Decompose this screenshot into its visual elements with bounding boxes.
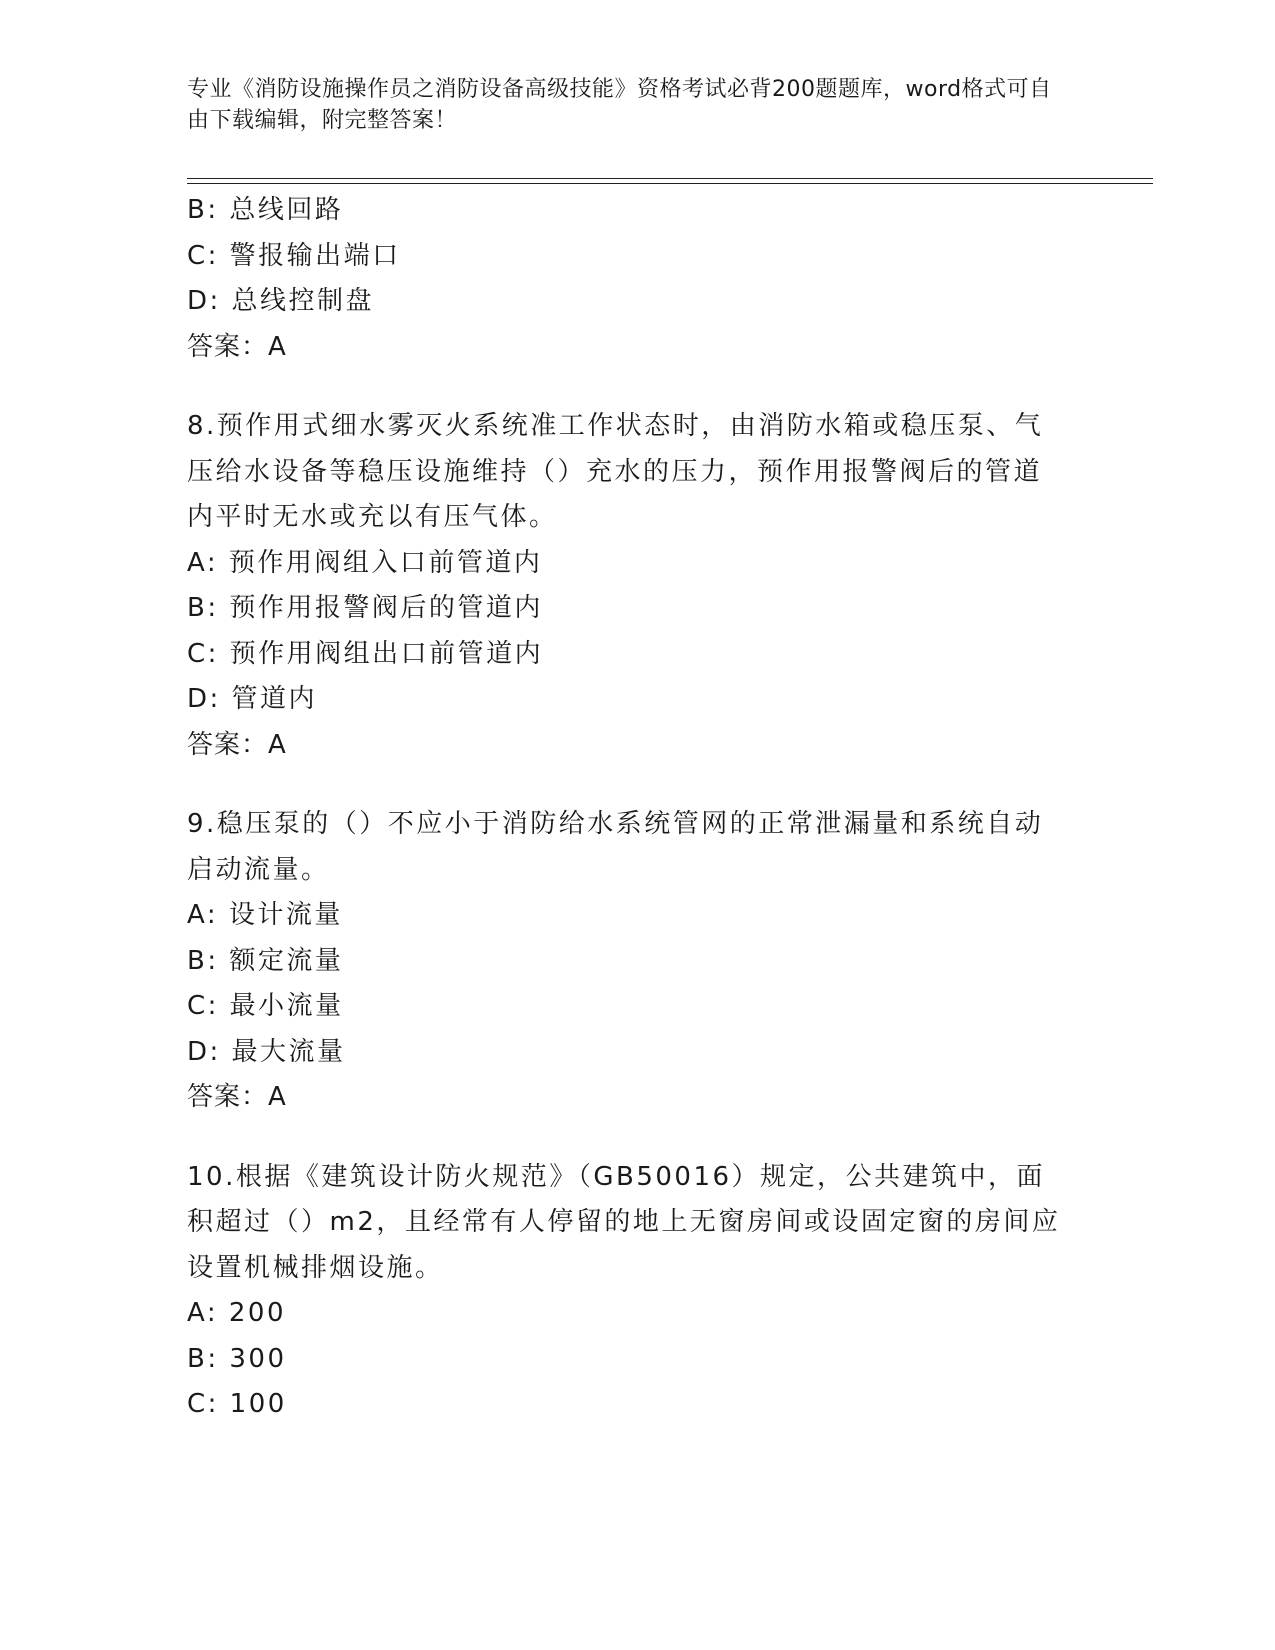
q7-answer: 答案：A [187,331,287,362]
q10-option-b: B: 300 [187,1343,287,1374]
q9-answer: 答案：A [187,1082,287,1112]
q10-option-c: C: 100 [187,1389,287,1419]
q8-option-a: A: 预作用阀组入口前管道内 [187,547,543,578]
document-body [187,188,1067,1428]
q9-option-c: C: 最小流量 [187,991,344,1021]
question-7-tail [187,188,1067,370]
q8-option-b: B: 预作用报警阀后的管道内 [187,593,543,623]
q10-option-a: A: 200 [187,1298,286,1328]
header-double-rule [187,178,1153,184]
q8-option-c: C: 预作用阀组出口前管道内 [187,638,544,669]
question-8 [187,404,1067,768]
question-9 [187,802,1067,1121]
q10-stem: 10.根据《建筑设计防火规范》（GB50016）规定，公共建筑中，面积超过（）m2，且经常有人停留的地上无窗房间或设固定窗的房间应设置机械排烟设施。 [187,1161,1061,1283]
q7-option-d: D: 总线控制盘 [187,286,375,316]
q7-option-b: B: 总线回路 [187,195,344,225]
q9-option-a: A: 设计流量 [187,900,343,930]
q8-option-d: D: 管道内 [187,684,318,714]
question-10 [187,1155,1067,1428]
q9-option-b: B: 额定流量 [187,945,344,976]
q9-stem: 9.稳压泵的（）不应小于消防给水系统管网的正常泄漏量和系统自动启动流量。 [187,809,1044,885]
q7-option-c: C: 警报输出端口 [187,240,401,271]
q8-stem: 8.预作用式细水雾灭火系统准工作状态时，由消防水箱或稳压泵、气压给水设备等稳压设施维持（）充水的压力，预作用报警阀后的管道内平时无水或充以有压气体。 [187,411,1044,532]
q8-answer: 答案：A [187,729,287,760]
q9-option-d: D: 最大流量 [187,1036,346,1067]
page-header: 专业《消防设施操作员之消防设备高级技能》资格考试必背200题题库，word格式可自由下载编辑，附完整答案！ [187,77,1052,133]
